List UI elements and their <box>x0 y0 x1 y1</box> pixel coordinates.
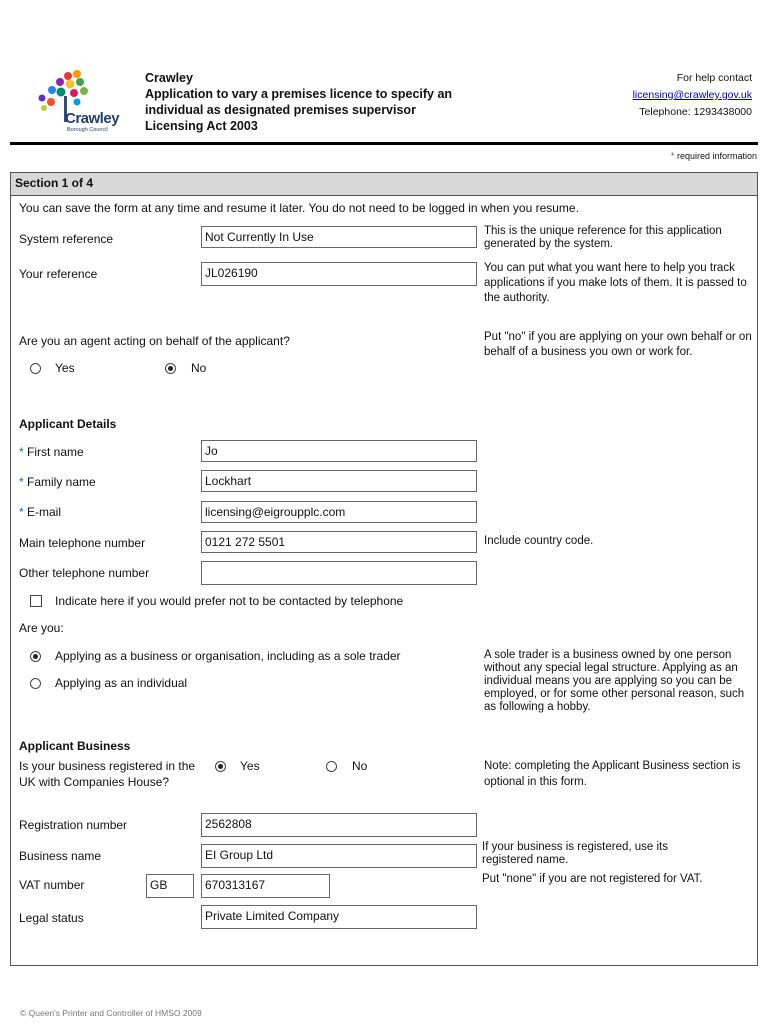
agent-note: Put "no" if you are applying on your own behalf or on behalf of a business you own or work for. <box>484 331 752 358</box>
registered-yes-label: Yes <box>240 759 260 773</box>
system-reference-input[interactable]: Not Currently In Use <box>201 226 477 248</box>
vat-prefix-input[interactable]: GB <box>146 874 194 898</box>
are-you-label: Are you: <box>19 621 64 635</box>
other-phone-input[interactable] <box>201 561 477 585</box>
required-star: * <box>19 475 24 489</box>
agent-question: Are you an agent acting on behalf of the applicant? <box>19 334 290 348</box>
system-reference-note: This is the unique reference for this application generated by the system. <box>484 225 722 250</box>
section-title: Section 1 of 4 <box>15 176 94 190</box>
business-name-label: Business name <box>19 849 102 863</box>
applicant-details-heading: Applicant Details <box>19 417 117 431</box>
your-reference-input[interactable]: JL026190 <box>201 262 477 286</box>
agent-no-label: No <box>191 361 207 375</box>
agent-no-radio[interactable] <box>165 363 176 374</box>
vat-number-label: VAT number <box>19 878 85 892</box>
registered-no-radio[interactable] <box>326 761 337 772</box>
legal-status-label: Legal status <box>19 911 84 925</box>
business-name-input[interactable]: EI Group Ltd <box>201 844 477 868</box>
email-input[interactable]: licensing@eigroupplc.com <box>201 501 477 523</box>
help-phone: Telephone: 1293438000 <box>639 106 752 118</box>
email-label-text: E-mail <box>27 505 62 519</box>
family-name-label-text: Family name <box>27 475 96 489</box>
main-phone-input[interactable]: 0121 272 5501 <box>201 531 477 553</box>
required-star: * <box>19 445 24 459</box>
help-email-link[interactable]: licensing@crawley.gov.uk <box>632 89 752 101</box>
title-line-4: Licensing Act 2003 <box>145 119 258 133</box>
business-name-note: If your business is registered, use its registered name. <box>482 841 668 866</box>
system-reference-label: System reference <box>19 232 114 246</box>
first-name-label <box>19 445 84 459</box>
applicant-type-individual-label: Applying as an individual <box>55 676 188 690</box>
family-name-label <box>19 475 96 489</box>
first-name-input[interactable]: Jo <box>201 440 477 462</box>
agent-yes-label: Yes <box>55 361 75 375</box>
header-divider <box>10 142 758 145</box>
main-phone-label: Main telephone number <box>19 536 146 550</box>
registered-note: Note: completing the Applicant Business section is optional in this form. <box>484 760 741 788</box>
no-phone-contact-label: Indicate here if you would prefer not to be contacted by telephone <box>55 594 404 608</box>
registered-question: Is your business registered in the UK with Companies House? <box>19 759 196 789</box>
logo-subtext: Borough Council <box>67 127 108 133</box>
required-star: * <box>670 151 675 161</box>
required-star: * <box>19 505 24 519</box>
legal-status-input[interactable]: Private Limited Company <box>201 905 477 929</box>
main-phone-note: Include country code. <box>484 535 594 547</box>
title-line-2: Application to vary a premises licence to specify an <box>145 87 453 101</box>
vat-number-input[interactable]: 670313167 <box>201 874 330 898</box>
applicant-type-note: A sole trader is a business owned by one person without any special legal structure. Applying as an individual means you are applying so you can be employed, or for some other personal reason, such as following a hobby. <box>484 649 745 713</box>
no-phone-contact-checkbox[interactable] <box>30 595 42 607</box>
form-title <box>145 70 452 134</box>
title-line-3: individual as designated premises supervisor <box>145 103 416 117</box>
logo-wordmark: Crawley <box>65 110 120 127</box>
registration-number-input[interactable]: 2562808 <box>201 813 477 837</box>
required-info-note <box>671 151 757 161</box>
agent-yes-radio[interactable] <box>30 363 41 374</box>
your-reference-label: Your reference <box>19 267 98 281</box>
family-name-input[interactable]: Lockhart <box>201 470 477 492</box>
crawley-logo <box>30 68 125 138</box>
email-label <box>19 505 61 519</box>
help-label: For help contact <box>676 72 752 84</box>
registration-number-label: Registration number <box>19 818 128 832</box>
title-line-1: Crawley <box>145 71 193 85</box>
other-phone-label: Other telephone number <box>19 566 150 580</box>
registered-yes-radio[interactable] <box>215 761 226 772</box>
first-name-label-text: First name <box>27 445 84 459</box>
vat-note: Put "none" if you are not registered for VAT. <box>482 873 703 885</box>
help-contact <box>633 70 752 121</box>
section-header <box>11 173 757 196</box>
copyright-footer: © Queen's Printer and Controller of HMSO 2009 <box>20 1008 202 1018</box>
applicant-business-heading: Applicant Business <box>19 739 131 753</box>
your-reference-note: You can put what you want here to help you track applications if you make lots of them. It is passed to the authority. <box>484 262 747 304</box>
registered-no-label: No <box>352 759 368 773</box>
required-text: required information <box>676 151 757 161</box>
applicant-type-business-label: Applying as a business or organisation, including as a sole trader <box>55 649 401 663</box>
applicant-type-individual-radio[interactable] <box>30 678 41 689</box>
applicant-type-business-radio[interactable] <box>30 651 41 662</box>
section-intro: You can save the form at any time and resume it later. You do not need to be logged in when you resume. <box>19 201 579 215</box>
